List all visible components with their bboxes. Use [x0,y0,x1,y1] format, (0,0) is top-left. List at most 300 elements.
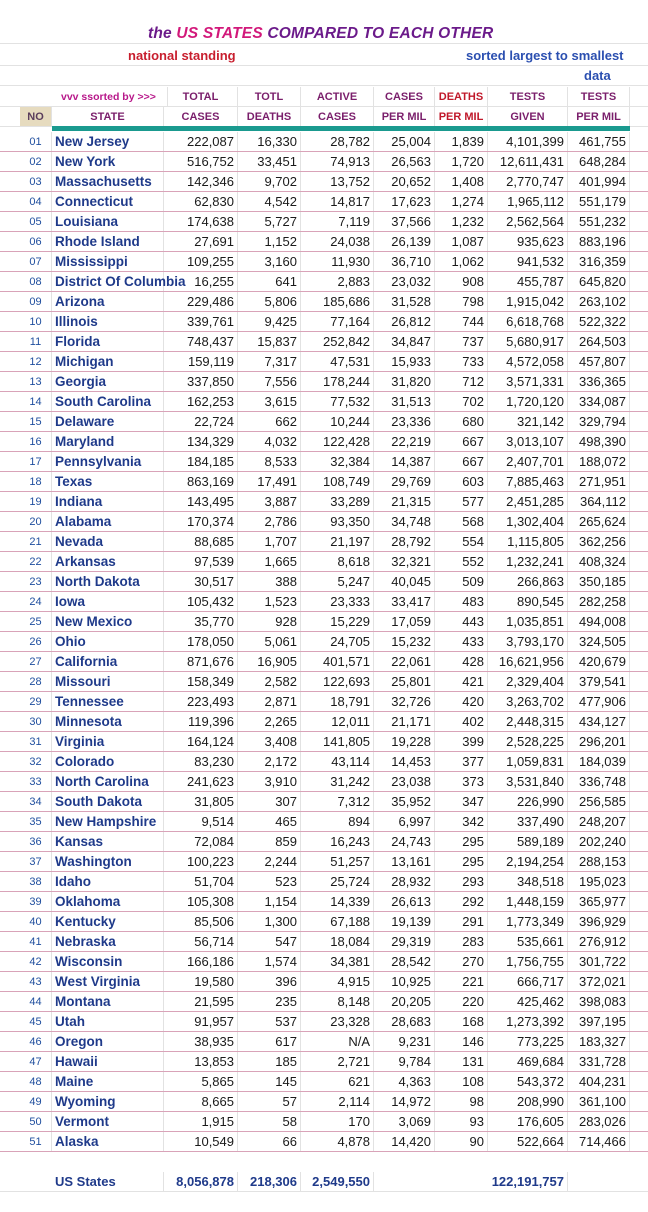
active-cases: 33,289 [301,492,374,511]
deaths-per-mil: 221 [435,972,488,991]
cases-per-mil: 29,319 [374,932,435,951]
tests-given: 469,684 [488,1052,568,1071]
total-deaths: 3,615 [238,392,301,411]
tests-given: 2,448,315 [488,712,568,731]
total-deaths: 2,871 [238,692,301,711]
active-cases: 122,428 [301,432,374,451]
row-number: 42 [20,952,52,971]
state-name: Vermont [52,1112,164,1131]
table-row [0,312,648,332]
total-cases: 109,255 [164,252,238,271]
row-number: 44 [20,992,52,1011]
total-deaths: 4,542 [238,192,301,211]
total-cases: 241,623 [164,772,238,791]
total-cases: 143,495 [164,492,238,511]
total-cases: 339,761 [164,312,238,331]
cases-per-mil: 26,613 [374,892,435,911]
active-cases: 31,242 [301,772,374,791]
state-name: North Carolina [52,772,164,791]
total-cases: 62,830 [164,192,238,211]
cases-per-mil: 14,453 [374,752,435,771]
table-row [0,672,648,692]
tests-per-mil: 461,755 [568,132,630,151]
row-number: 25 [20,612,52,631]
table-row [0,592,648,612]
tests-per-mil: 334,087 [568,392,630,411]
state-name: Mississippi [52,252,164,271]
total-cases: 174,638 [164,212,238,231]
table-row [0,732,648,752]
tests-given: 2,770,747 [488,172,568,191]
tests-given: 2,407,701 [488,452,568,471]
deaths-per-mil: 1,720 [435,152,488,171]
cases-per-mil: 17,623 [374,192,435,211]
active-cases: 25,724 [301,872,374,891]
tests-given: 543,372 [488,1072,568,1091]
total-cases: 1,915 [164,1112,238,1131]
deaths-per-mil: 433 [435,632,488,651]
tests-given: 348,518 [488,872,568,891]
tests-per-mil: 263,102 [568,292,630,311]
active-cases: 141,805 [301,732,374,751]
totals-label: US States [52,1172,164,1191]
table-row [0,1092,648,1112]
total-cases: 72,084 [164,832,238,851]
cases-per-mil: 15,933 [374,352,435,371]
active-cases: 2,114 [301,1092,374,1111]
cases-per-mil: 6,997 [374,812,435,831]
totals-active: 2,549,550 [301,1172,374,1191]
table-row [0,1072,648,1092]
tests-given: 337,490 [488,812,568,831]
deaths-per-mil: 347 [435,792,488,811]
deaths-per-mil: 98 [435,1092,488,1111]
state-name: Alaska [52,1132,164,1151]
total-deaths: 235 [238,992,301,1011]
total-deaths: 8,533 [238,452,301,471]
state-name: Utah [52,1012,164,1031]
tests-per-mil: 397,195 [568,1012,630,1031]
total-deaths: 523 [238,872,301,891]
total-cases: 229,486 [164,292,238,311]
total-deaths: 928 [238,612,301,631]
tests-given: 2,562,564 [488,212,568,231]
total-cases: 159,119 [164,352,238,371]
total-cases: 337,850 [164,372,238,391]
cases-per-mil: 21,315 [374,492,435,511]
cases-per-mil: 26,139 [374,232,435,251]
active-cases: 32,384 [301,452,374,471]
active-cases: 18,084 [301,932,374,951]
subtitle-row [0,46,648,66]
active-cases: 5,247 [301,572,374,591]
table-row [0,232,648,252]
active-cases: 170 [301,1112,374,1131]
deaths-per-mil: 146 [435,1032,488,1051]
header-no: NO [20,107,52,126]
row-number: 35 [20,812,52,831]
cases-per-mil: 26,812 [374,312,435,331]
deaths-per-mil: 1,839 [435,132,488,151]
active-cases: 74,913 [301,152,374,171]
total-cases: 164,124 [164,732,238,751]
total-deaths: 5,727 [238,212,301,231]
tests-per-mil: 645,820 [568,272,630,291]
sorted-by-label: vvv ssorted by >>> [58,87,168,106]
table-row [0,512,648,532]
row-number: 06 [20,232,52,251]
tests-per-mil: 336,748 [568,772,630,791]
cases-per-mil: 26,563 [374,152,435,171]
active-cases: 43,114 [301,752,374,771]
tests-per-mil: 188,072 [568,452,630,471]
tests-given: 321,142 [488,412,568,431]
data-label: data [584,68,611,83]
row-number: 33 [20,772,52,791]
deaths-per-mil: 108 [435,1072,488,1091]
state-name: Oregon [52,1032,164,1051]
deaths-per-mil: 295 [435,852,488,871]
total-deaths: 3,160 [238,252,301,271]
active-cases: 8,618 [301,552,374,571]
total-deaths: 3,910 [238,772,301,791]
cases-per-mil: 23,038 [374,772,435,791]
total-cases: 85,506 [164,912,238,931]
tests-given: 1,756,755 [488,952,568,971]
tests-given: 1,915,042 [488,292,568,311]
cases-per-mil: 36,710 [374,252,435,271]
cases-per-mil: 3,069 [374,1112,435,1131]
table-row [0,652,648,672]
row-number: 51 [20,1132,52,1151]
title-prefix: the [148,24,172,42]
tests-given: 2,329,404 [488,672,568,691]
tests-given: 4,101,399 [488,132,568,151]
tests-given: 1,115,805 [488,532,568,551]
table-row [0,892,648,912]
total-cases: 19,580 [164,972,238,991]
table-row [0,352,648,372]
header-state: STATE [52,107,164,126]
total-deaths: 1,300 [238,912,301,931]
active-cases: 185,686 [301,292,374,311]
tests-per-mil: 248,207 [568,812,630,831]
tests-per-mil: 498,390 [568,432,630,451]
row-number: 29 [20,692,52,711]
active-cases: 4,915 [301,972,374,991]
tests-per-mil: 477,906 [568,692,630,711]
state-name: Maryland [52,432,164,451]
state-name: Wisconsin [52,952,164,971]
tests-given: 2,451,285 [488,492,568,511]
state-name: New Mexico [52,612,164,631]
deaths-per-mil: 552 [435,552,488,571]
cases-per-mil: 32,726 [374,692,435,711]
row-number: 37 [20,852,52,871]
table-row [0,1052,648,1072]
header-tests-2: TESTS [568,87,630,106]
tests-given: 3,263,702 [488,692,568,711]
tests-per-mil: 271,951 [568,472,630,491]
tests-given: 1,035,851 [488,612,568,631]
cases-per-mil: 10,925 [374,972,435,991]
tests-per-mil: 361,100 [568,1092,630,1111]
tests-given: 1,273,392 [488,1012,568,1031]
total-deaths: 58 [238,1112,301,1131]
tests-per-mil: 316,359 [568,252,630,271]
total-deaths: 2,786 [238,512,301,531]
total-cases: 27,691 [164,232,238,251]
active-cases: 51,257 [301,852,374,871]
deaths-per-mil: 420 [435,692,488,711]
total-cases: 5,865 [164,1072,238,1091]
tests-given: 3,013,107 [488,432,568,451]
cases-per-mil: 22,219 [374,432,435,451]
tests-given: 425,462 [488,992,568,1011]
total-cases: 97,539 [164,552,238,571]
total-cases: 9,514 [164,812,238,831]
deaths-per-mil: 270 [435,952,488,971]
deaths-per-mil: 1,062 [435,252,488,271]
total-cases: 88,685 [164,532,238,551]
total-cases: 38,935 [164,1032,238,1051]
table-row [0,852,648,872]
total-cases: 105,308 [164,892,238,911]
cases-per-mil: 22,061 [374,652,435,671]
deaths-per-mil: 1,087 [435,232,488,251]
table-row [0,1112,648,1132]
sheet-title [148,24,493,43]
table-row [0,272,648,292]
total-cases: 35,770 [164,612,238,631]
tests-given: 1,965,112 [488,192,568,211]
total-cases: 142,346 [164,172,238,191]
deaths-per-mil: 568 [435,512,488,531]
header-totl: TOTL [238,87,301,106]
active-cases: 93,350 [301,512,374,531]
header-deaths: DEATHS [435,87,488,106]
state-name: Minnesota [52,712,164,731]
header-total: TOTAL [164,87,238,106]
tests-given: 941,532 [488,252,568,271]
total-cases: 871,676 [164,652,238,671]
cases-per-mil: 23,032 [374,272,435,291]
state-name: Nevada [52,532,164,551]
active-cases: 77,532 [301,392,374,411]
deaths-per-mil: 131 [435,1052,488,1071]
title-row [0,24,648,44]
tests-given: 7,885,463 [488,472,568,491]
state-name: Hawaii [52,1052,164,1071]
active-cases: N/A [301,1032,374,1051]
state-name: Pennsylvania [52,452,164,471]
row-number: 19 [20,492,52,511]
cases-per-mil: 32,321 [374,552,435,571]
cases-per-mil: 25,004 [374,132,435,151]
tests-given: 2,194,254 [488,852,568,871]
cases-per-mil: 34,847 [374,332,435,351]
cases-per-mil: 28,683 [374,1012,435,1031]
deaths-per-mil: 90 [435,1132,488,1151]
tests-given: 1,720,120 [488,392,568,411]
row-number: 41 [20,932,52,951]
cases-per-mil: 31,820 [374,372,435,391]
total-deaths: 662 [238,412,301,431]
table-row [0,292,648,312]
state-name: Georgia [52,372,164,391]
state-name: Missouri [52,672,164,691]
total-deaths: 33,451 [238,152,301,171]
table-row [0,392,648,412]
cases-per-mil: 17,059 [374,612,435,631]
state-name: Wyoming [52,1092,164,1111]
total-deaths: 57 [238,1092,301,1111]
row-number: 28 [20,672,52,691]
deaths-per-mil: 342 [435,812,488,831]
tests-per-mil: 551,179 [568,192,630,211]
total-deaths: 15,837 [238,332,301,351]
total-cases: 222,087 [164,132,238,151]
total-cases: 16,255 [164,272,238,291]
tests-given: 3,793,170 [488,632,568,651]
state-name: Ohio [52,632,164,651]
cases-per-mil: 19,139 [374,912,435,931]
tests-per-mil: 288,153 [568,852,630,871]
deaths-per-mil: 603 [435,472,488,491]
active-cases: 23,333 [301,592,374,611]
table-row [0,452,648,472]
active-cases: 2,721 [301,1052,374,1071]
total-cases: 31,805 [164,792,238,811]
tests-per-mil: 331,728 [568,1052,630,1071]
cases-per-mil: 29,769 [374,472,435,491]
deaths-per-mil: 399 [435,732,488,751]
state-name: Connecticut [52,192,164,211]
tests-per-mil: 551,232 [568,212,630,231]
total-deaths: 641 [238,272,301,291]
cases-per-mil: 15,232 [374,632,435,651]
state-name: Maine [52,1072,164,1091]
row-number: 26 [20,632,52,651]
total-deaths: 1,665 [238,552,301,571]
total-cases: 13,853 [164,1052,238,1071]
total-deaths: 388 [238,572,301,591]
total-deaths: 2,172 [238,752,301,771]
cases-per-mil: 31,528 [374,292,435,311]
tests-per-mil: 364,112 [568,492,630,511]
total-deaths: 16,330 [238,132,301,151]
active-cases: 894 [301,812,374,831]
total-deaths: 17,491 [238,472,301,491]
cases-per-mil: 14,420 [374,1132,435,1151]
table-row [0,532,648,552]
state-name: Kansas [52,832,164,851]
deaths-per-mil: 292 [435,892,488,911]
table-row [0,692,648,712]
tests-per-mil: 184,039 [568,752,630,771]
state-name: South Dakota [52,792,164,811]
header-deaths: DEATHS [238,107,301,126]
total-deaths: 465 [238,812,301,831]
data-label-row [0,66,648,86]
total-cases: 134,329 [164,432,238,451]
tests-given: 935,623 [488,232,568,251]
state-name: West Virginia [52,972,164,991]
cases-per-mil: 28,932 [374,872,435,891]
header-tests: TESTS [488,87,568,106]
tests-given: 4,572,058 [488,352,568,371]
active-cases: 24,038 [301,232,374,251]
deaths-per-mil: 93 [435,1112,488,1131]
cases-per-mil: 25,801 [374,672,435,691]
active-cases: 23,328 [301,1012,374,1031]
active-cases: 7,312 [301,792,374,811]
cases-per-mil: 24,743 [374,832,435,851]
state-name: Rhode Island [52,232,164,251]
total-cases: 162,253 [164,392,238,411]
tests-per-mil: 276,912 [568,932,630,951]
active-cases: 14,817 [301,192,374,211]
deaths-per-mil: 295 [435,832,488,851]
tests-per-mil: 408,324 [568,552,630,571]
deaths-per-mil: 667 [435,432,488,451]
cases-per-mil: 13,161 [374,852,435,871]
table-row [0,1032,648,1052]
table-row [0,212,648,232]
tests-given: 6,618,768 [488,312,568,331]
state-name: Arizona [52,292,164,311]
row-number: 27 [20,652,52,671]
state-name: Oklahoma [52,892,164,911]
active-cases: 12,011 [301,712,374,731]
deaths-per-mil: 733 [435,352,488,371]
table-row [0,612,648,632]
tests-per-mil: 714,466 [568,1132,630,1151]
state-name: New Hampshire [52,812,164,831]
deaths-per-mil: 798 [435,292,488,311]
state-name: Illinois [52,312,164,331]
deaths-per-mil: 421 [435,672,488,691]
cases-per-mil: 4,363 [374,1072,435,1091]
row-number: 11 [20,332,52,351]
table-row [0,972,648,992]
total-deaths: 1,523 [238,592,301,611]
cases-per-mil: 35,952 [374,792,435,811]
active-cases: 108,749 [301,472,374,491]
deaths-per-mil: 667 [435,452,488,471]
table-row [0,492,648,512]
header-cases: CASES [164,107,238,126]
total-deaths: 7,556 [238,372,301,391]
deaths-per-mil: 509 [435,572,488,591]
row-number: 24 [20,592,52,611]
total-deaths: 5,806 [238,292,301,311]
state-name: Tennessee [52,692,164,711]
row-number: 38 [20,872,52,891]
row-number: 14 [20,392,52,411]
row-number: 34 [20,792,52,811]
active-cases: 34,381 [301,952,374,971]
active-cases: 621 [301,1072,374,1091]
deaths-per-mil: 702 [435,392,488,411]
state-name: North Dakota [52,572,164,591]
tests-given: 266,863 [488,572,568,591]
row-number: 16 [20,432,52,451]
tests-given: 3,531,840 [488,772,568,791]
state-name: Louisiana [52,212,164,231]
tests-per-mil: 379,541 [568,672,630,691]
tests-given: 890,545 [488,592,568,611]
